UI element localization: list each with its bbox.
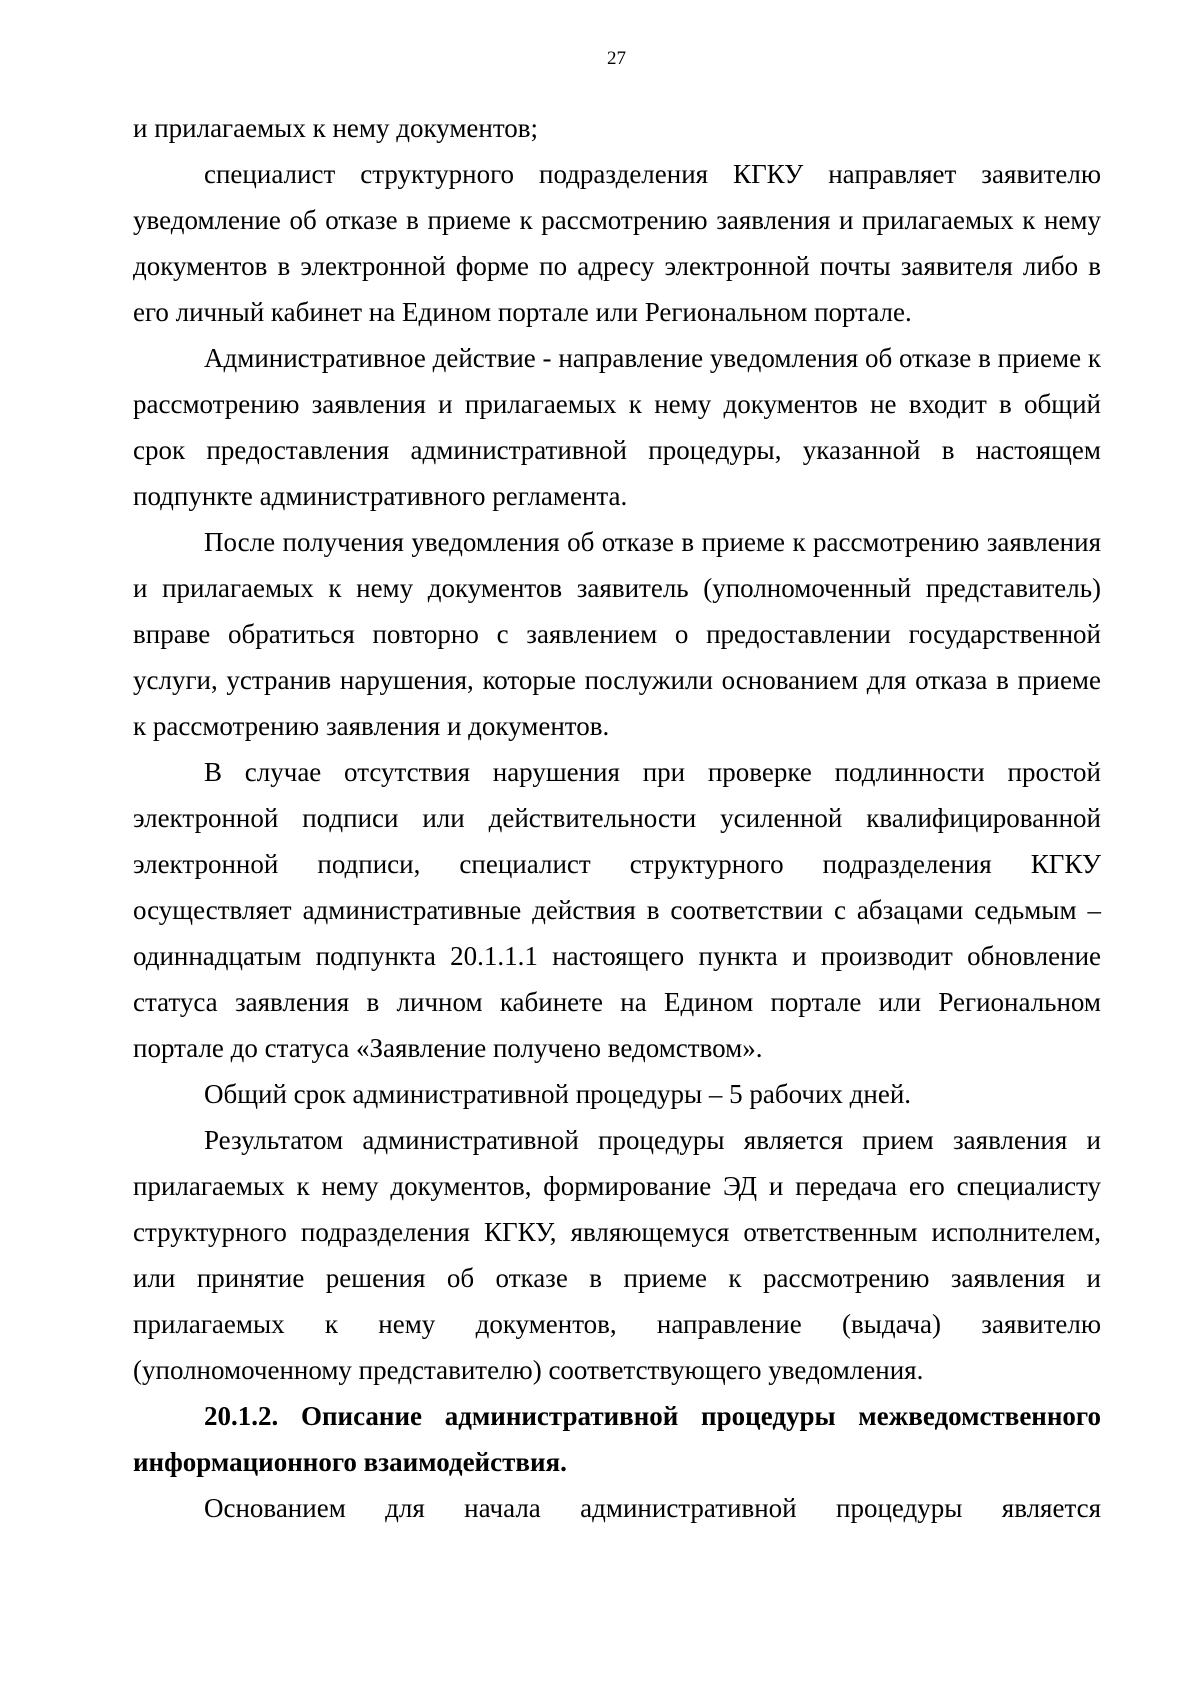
section-heading-20-1-2: 20.1.2. Описание административной процедуры межведомственного информационного взаимодействия.: [133, 1401, 1101, 1477]
paragraph-total-period: Общий срок административной процедуры – 5 рабочих дней.: [204, 1079, 912, 1109]
paragraph-signature-check: В случае отсутствия нарушения при проверке подлинности простой электронной подписи или действительности усиленной квалифицированной электронной подписи, специалист структурного подразделения КГКУ осуществляет административные действия в соответствии с абзацами седьмым – одиннадцатым подпункта 20.1.1.1 настоящего пункта и производит обновление статуса заявления в личном кабинете на Едином портале или Региональном портале до статуса «Заявление получено ведомством».: [133, 757, 1101, 1063]
page-number: 27: [607, 48, 626, 69]
paragraph-specialist-notification: специалист структурного подразделения КГКУ направляет заявителю уведомление об отказе в приеме к рассмотрению заявления и прилагаемых к нему документов в электронной форме по адресу электронной почты заявителя либо в его личный кабинет на Едином портале или Региональном портале.: [133, 159, 1101, 327]
paragraph-after-refusal: После получения уведомления об отказе в приеме к рассмотрению заявления и прилагаемых к нему документов заявитель (уполномоченный представитель) вправе обратиться повторно с заявлением о предоставлении государственной услуги, устранив нарушения, которые послужили основанием для отказа в приеме к рассмотрению заявления и документов.: [133, 527, 1101, 741]
paragraph-procedure-basis: Основанием для начала административной процедуры является: [204, 1493, 1101, 1523]
paragraph-procedure-result: Результатом административной процедуры является прием заявления и прилагаемых к нему документов, формирование ЭД и передача его специалисту структурного подразделения КГКУ, являющемуся ответственным исполнителем, или принятие решения об отказе в приеме к рассмотрению заявления и прилагаемых к нему документов, направление (выдача) заявителю (уполномоченному представителю) соответствующего уведомления.: [133, 1125, 1101, 1385]
document-body: [133, 105, 1101, 1531]
paragraph-administrative-action: Административное действие - направление уведомления об отказе в приеме к рассмотрению заявления и прилагаемых к нему документов не входит в общий срок предоставления административной процедуры, указанной в настоящем подпункте административного регламента.: [133, 343, 1101, 511]
paragraph-continuation: и прилагаемых к нему документов;: [133, 113, 539, 143]
